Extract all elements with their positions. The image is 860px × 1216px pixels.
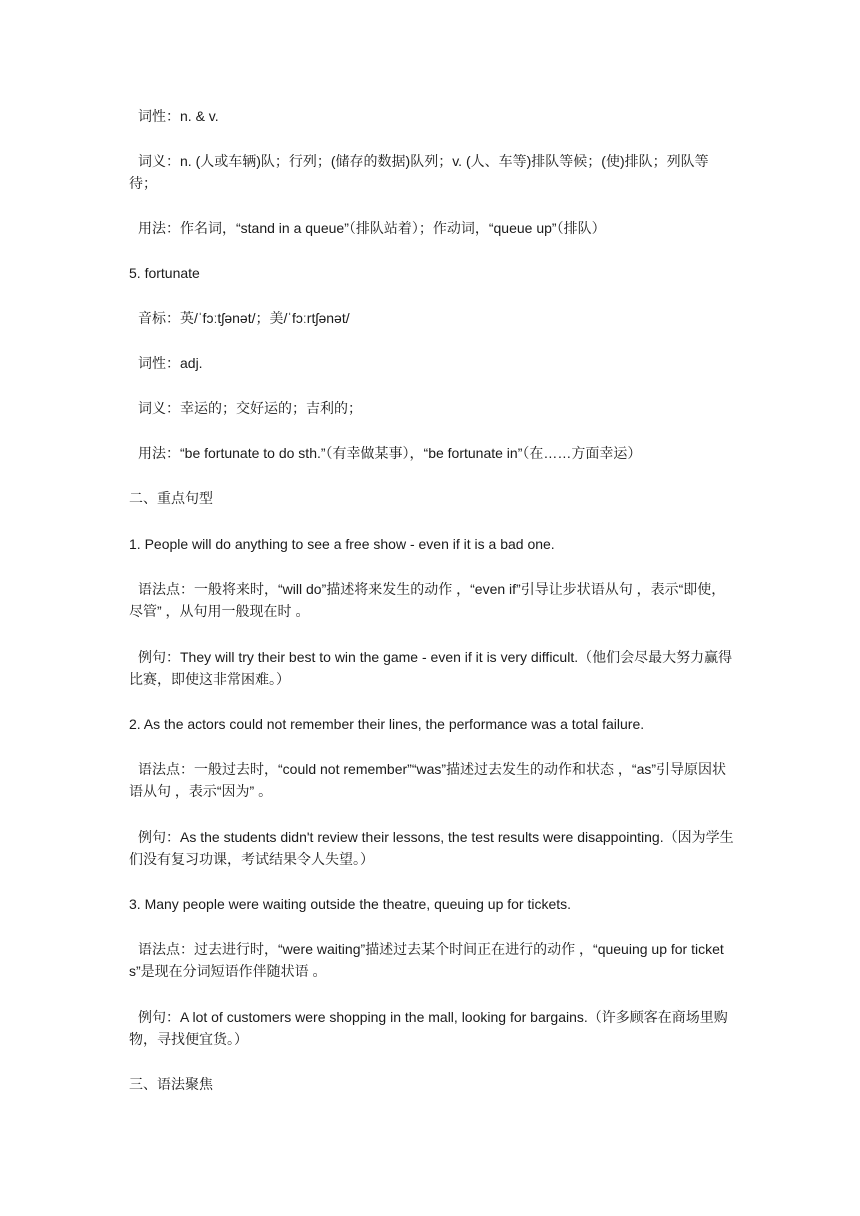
meaning-queue: 词义：n. (人或车辆)队；行列；(储存的数据)队列；v. (人、车等)排队等候；(使)排队；列队等待；: [129, 153, 709, 191]
phonetic-fortunate: 音标：英/ˈfɔːtʃənət/；美/ˈfɔːrtʃənət/: [138, 310, 350, 326]
part-of-speech-fortunate: 词性：adj.: [138, 355, 203, 371]
sentence-1: 1. People will do anything to see a free show - even if it is a bad one.: [129, 536, 555, 552]
grammar-point-1: 语法点：一般将来时，“will do”描述将来发生的动作 ，“even if”引导让步状语从句 ，表示“即使，尽管” ，从句用一般现在时 。: [129, 581, 726, 619]
grammar-point-3: 语法点：过去进行时，“were waiting”描述过去某个时间正在进行的动作 ，“queuing up for tickets”是现在分词短语作伴随状语 。: [129, 941, 724, 979]
meaning-fortunate: 词义：幸运的；交好运的；吉利的；: [138, 400, 362, 416]
section-heading-key-sentences: 二、重点句型: [129, 490, 213, 506]
part-of-speech-queue: 词性：n. & v.: [138, 108, 219, 124]
usage-queue: 用法：作名词，“stand in a queue”（排队站着）；作动词，“queue up”（排队）: [138, 220, 606, 236]
usage-fortunate: 用法：“be fortunate to do sth.”（有幸做某事），“be fortunate in”（在……方面幸运）: [138, 445, 642, 461]
example-3: 例句：A lot of customers were shopping in the mall, looking for bargains.（许多顾客在商场里购物，寻找便宜货。）: [129, 1009, 728, 1047]
example-1: 例句：They will try their best to win the game - even if it is very difficult.（他们会尽最大努力赢得比赛，即使这非常困难。）: [129, 649, 733, 687]
sentence-2: 2. As the actors could not remember their lines, the performance was a total failure.: [129, 716, 645, 732]
vocab-heading-fortunate: 5. fortunate: [129, 265, 200, 281]
sentence-3: 3. Many people were waiting outside the theatre, queuing up for tickets.: [129, 896, 572, 912]
grammar-point-2: 语法点：一般过去时，“could not remember”“was”描述过去发生的动作和状态 ，“as”引导原因状语从句 ，表示“因为” 。: [129, 761, 727, 799]
section-heading-grammar-focus: 三、语法聚焦: [129, 1076, 213, 1092]
example-2: 例句：As the students didn't review their lessons, the test results were disappointing.（因为学生们没有复习功课，考试结果令人失望。）: [129, 829, 734, 867]
